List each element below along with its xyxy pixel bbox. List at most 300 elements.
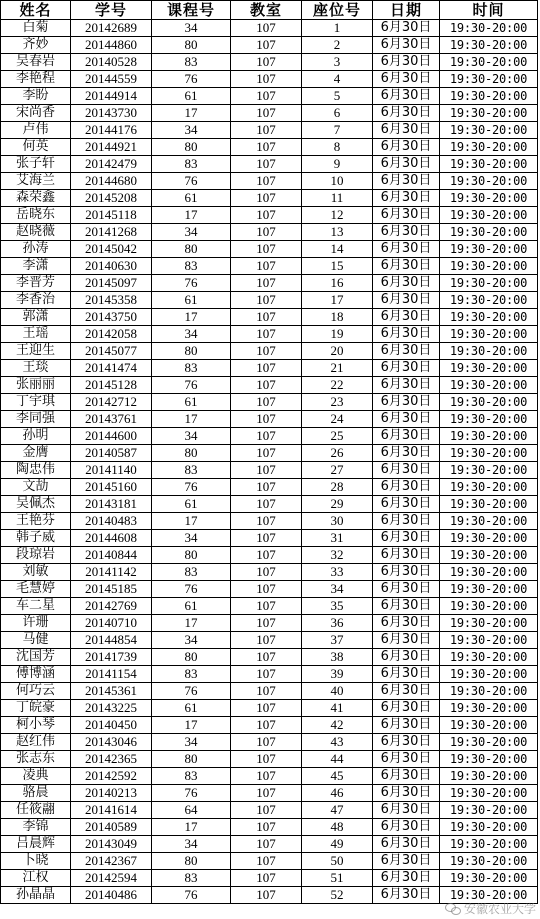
cell-time: 19:30-20:00 [440, 241, 538, 258]
cell-course-id: 80 [152, 547, 231, 564]
cell-student-id: 20142712 [71, 394, 152, 411]
cell-course-id: 34 [152, 632, 231, 649]
cell-time: 19:30-20:00 [440, 360, 538, 377]
table-row [1, 428, 538, 445]
table-row [1, 343, 538, 360]
cell-student-id: 20140213 [71, 785, 152, 802]
header-row [1, 1, 538, 20]
cell-date: 6月30日 [373, 598, 440, 615]
cell-course-id: 76 [152, 71, 231, 88]
table-row [1, 275, 538, 292]
table-row [1, 292, 538, 309]
cell-date: 6月30日 [373, 241, 440, 258]
cell-time: 19:30-20:00 [440, 275, 538, 292]
cell-time: 19:30-20:00 [440, 326, 538, 343]
table-body [1, 20, 538, 904]
cell-date: 6月30日 [373, 377, 440, 394]
cell-name: 骆晨 [1, 785, 71, 802]
cell-student-id: 20143730 [71, 105, 152, 122]
cell-course-id: 80 [152, 37, 231, 54]
cell-course-id: 80 [152, 241, 231, 258]
table-row [1, 734, 538, 751]
cell-date: 6月30日 [373, 683, 440, 700]
cell-time: 19:30-20:00 [440, 71, 538, 88]
cell-classroom: 107 [231, 581, 302, 598]
cell-time: 19:30-20:00 [440, 292, 538, 309]
cell-name: 段琼岩 [1, 547, 71, 564]
table-row [1, 768, 538, 785]
cell-course-id: 83 [152, 666, 231, 683]
cell-name: 李潇 [1, 258, 71, 275]
cell-course-id: 17 [152, 819, 231, 836]
cell-classroom: 107 [231, 139, 302, 156]
cell-classroom: 107 [231, 156, 302, 173]
table-row [1, 20, 538, 37]
cell-student-id: 20142367 [71, 853, 152, 870]
cell-seat-number: 29 [302, 496, 373, 513]
cell-student-id: 20144176 [71, 122, 152, 139]
table-row [1, 530, 538, 547]
table-row [1, 870, 538, 887]
cell-course-id: 76 [152, 173, 231, 190]
cell-student-id: 20145160 [71, 479, 152, 496]
cell-name: 王琰 [1, 360, 71, 377]
cell-seat-number: 17 [302, 292, 373, 309]
cell-seat-number: 40 [302, 683, 373, 700]
cell-student-id: 20143049 [71, 836, 152, 853]
cell-classroom: 107 [231, 734, 302, 751]
cell-seat-number: 11 [302, 190, 373, 207]
cell-course-id: 17 [152, 615, 231, 632]
cell-seat-number: 44 [302, 751, 373, 768]
cell-course-id: 76 [152, 479, 231, 496]
cell-date: 6月30日 [373, 615, 440, 632]
cell-course-id: 76 [152, 785, 231, 802]
table-row [1, 717, 538, 734]
cell-date: 6月30日 [373, 139, 440, 156]
cell-classroom: 107 [231, 802, 302, 819]
cell-student-id: 20140483 [71, 513, 152, 530]
cell-time: 19:30-20:00 [440, 224, 538, 241]
cell-time: 19:30-20:00 [440, 309, 538, 326]
cell-seat-number: 37 [302, 632, 373, 649]
cell-date: 6月30日 [373, 173, 440, 190]
table-row [1, 37, 538, 54]
cell-seat-number: 3 [302, 54, 373, 71]
cell-student-id: 20140587 [71, 445, 152, 462]
cell-time: 19:30-20:00 [440, 20, 538, 37]
cell-course-id: 61 [152, 496, 231, 513]
cell-classroom: 107 [231, 632, 302, 649]
cell-time: 19:30-20:00 [440, 394, 538, 411]
table-row [1, 496, 538, 513]
cell-seat-number: 26 [302, 445, 373, 462]
cell-course-id: 34 [152, 20, 231, 37]
cell-date: 6月30日 [373, 853, 440, 870]
cell-name: 齐妙 [1, 37, 71, 54]
cell-date: 6月30日 [373, 768, 440, 785]
cell-time: 19:30-20:00 [440, 54, 538, 71]
cell-course-id: 76 [152, 581, 231, 598]
cell-seat-number: 34 [302, 581, 373, 598]
cell-student-id: 20144860 [71, 37, 152, 54]
table-row [1, 615, 538, 632]
table-row [1, 751, 538, 768]
cell-seat-number: 22 [302, 377, 373, 394]
cell-date: 6月30日 [373, 190, 440, 207]
cell-name: 李香治 [1, 292, 71, 309]
cell-time: 19:30-20:00 [440, 190, 538, 207]
cell-classroom: 107 [231, 666, 302, 683]
cell-student-id: 20141739 [71, 649, 152, 666]
cell-course-id: 83 [152, 360, 231, 377]
cell-name: 岳晓东 [1, 207, 71, 224]
cell-time: 19:30-20:00 [440, 88, 538, 105]
cell-student-id: 20143046 [71, 734, 152, 751]
cell-seat-number: 5 [302, 88, 373, 105]
cell-name: 李艳程 [1, 71, 71, 88]
cell-seat-number: 43 [302, 734, 373, 751]
cell-student-id: 20141140 [71, 462, 152, 479]
table-row [1, 71, 538, 88]
cell-course-id: 80 [152, 139, 231, 156]
cell-course-id: 61 [152, 700, 231, 717]
cell-course-id: 83 [152, 258, 231, 275]
cell-name: 韩子威 [1, 530, 71, 547]
table-row [1, 666, 538, 683]
cell-time: 19:30-20:00 [440, 513, 538, 530]
cell-seat-number: 12 [302, 207, 373, 224]
cell-course-id: 76 [152, 275, 231, 292]
cell-date: 6月30日 [373, 547, 440, 564]
cell-date: 6月30日 [373, 428, 440, 445]
cell-time: 19:30-20:00 [440, 428, 538, 445]
cell-name: 沈国芳 [1, 649, 71, 666]
cell-seat-number: 1 [302, 20, 373, 37]
cell-student-id: 20140630 [71, 258, 152, 275]
cell-student-id: 20142689 [71, 20, 152, 37]
cell-course-id: 76 [152, 683, 231, 700]
cell-course-id: 17 [152, 105, 231, 122]
cell-time: 19:30-20:00 [440, 615, 538, 632]
cell-classroom: 107 [231, 598, 302, 615]
cell-student-id: 20140844 [71, 547, 152, 564]
cell-classroom: 107 [231, 717, 302, 734]
table-row [1, 241, 538, 258]
table-row [1, 683, 538, 700]
cell-course-id: 80 [152, 853, 231, 870]
table-row [1, 377, 538, 394]
cell-classroom: 107 [231, 207, 302, 224]
table-row [1, 598, 538, 615]
cell-time: 19:30-20:00 [440, 819, 538, 836]
cell-seat-number: 6 [302, 105, 373, 122]
cell-course-id: 17 [152, 207, 231, 224]
cell-seat-number: 35 [302, 598, 373, 615]
cell-date: 6月30日 [373, 394, 440, 411]
cell-classroom: 107 [231, 241, 302, 258]
cell-name: 卢伟 [1, 122, 71, 139]
table-row [1, 887, 538, 904]
cell-student-id: 20145185 [71, 581, 152, 598]
cell-name: 何英 [1, 139, 71, 156]
cell-classroom: 107 [231, 751, 302, 768]
cell-date: 6月30日 [373, 20, 440, 37]
table-row [1, 190, 538, 207]
cell-time: 19:30-20:00 [440, 411, 538, 428]
cell-date: 6月30日 [373, 564, 440, 581]
cell-classroom: 107 [231, 564, 302, 581]
cell-name: 孙涛 [1, 241, 71, 258]
cell-classroom: 107 [231, 445, 302, 462]
cell-date: 6月30日 [373, 411, 440, 428]
cell-date: 6月30日 [373, 105, 440, 122]
cell-course-id: 17 [152, 309, 231, 326]
cell-classroom: 107 [231, 71, 302, 88]
cell-time: 19:30-20:00 [440, 836, 538, 853]
cell-student-id: 20142365 [71, 751, 152, 768]
cell-classroom: 107 [231, 309, 302, 326]
cell-name: 孙晶晶 [1, 887, 71, 904]
cell-student-id: 20142769 [71, 598, 152, 615]
table-row [1, 547, 538, 564]
cell-date: 6月30日 [373, 309, 440, 326]
header-date: 日期 [373, 1, 440, 20]
cell-name: 张志东 [1, 751, 71, 768]
cell-student-id: 20145361 [71, 683, 152, 700]
cell-seat-number: 30 [302, 513, 373, 530]
cell-name: 赵红伟 [1, 734, 71, 751]
cell-course-id: 83 [152, 156, 231, 173]
cell-course-id: 80 [152, 751, 231, 768]
cell-name: 任筱翮 [1, 802, 71, 819]
cell-seat-number: 4 [302, 71, 373, 88]
cell-time: 19:30-20:00 [440, 683, 538, 700]
cell-time: 19:30-20:00 [440, 462, 538, 479]
cell-date: 6月30日 [373, 734, 440, 751]
cell-classroom: 107 [231, 768, 302, 785]
cell-date: 6月30日 [373, 785, 440, 802]
cell-student-id: 20142058 [71, 326, 152, 343]
table-row [1, 785, 538, 802]
cell-time: 19:30-20:00 [440, 581, 538, 598]
cell-classroom: 107 [231, 547, 302, 564]
header-time: 时间 [440, 1, 538, 20]
cell-seat-number: 13 [302, 224, 373, 241]
cell-date: 6月30日 [373, 54, 440, 71]
cell-student-id: 20143761 [71, 411, 152, 428]
cell-date: 6月30日 [373, 292, 440, 309]
cell-date: 6月30日 [373, 887, 440, 904]
table-row [1, 173, 538, 190]
table-row [1, 394, 538, 411]
cell-student-id: 20140450 [71, 717, 152, 734]
cell-course-id: 76 [152, 887, 231, 904]
cell-date: 6月30日 [373, 462, 440, 479]
cell-name: 卜晓 [1, 853, 71, 870]
cell-name: 丁宇琪 [1, 394, 71, 411]
cell-date: 6月30日 [373, 836, 440, 853]
table-row [1, 224, 538, 241]
cell-course-id: 61 [152, 394, 231, 411]
cell-student-id: 20145042 [71, 241, 152, 258]
cell-date: 6月30日 [373, 632, 440, 649]
cell-time: 19:30-20:00 [440, 564, 538, 581]
cell-date: 6月30日 [373, 819, 440, 836]
cell-student-id: 20145358 [71, 292, 152, 309]
table-row [1, 207, 538, 224]
cell-student-id: 20140710 [71, 615, 152, 632]
cell-seat-number: 15 [302, 258, 373, 275]
cell-classroom: 107 [231, 700, 302, 717]
cell-time: 19:30-20:00 [440, 887, 538, 904]
table-row [1, 802, 538, 819]
cell-classroom: 107 [231, 54, 302, 71]
cell-time: 19:30-20:00 [440, 445, 538, 462]
cell-name: 张子轩 [1, 156, 71, 173]
table-row [1, 513, 538, 530]
cell-student-id: 20145077 [71, 343, 152, 360]
cell-date: 6月30日 [373, 479, 440, 496]
cell-classroom: 107 [231, 887, 302, 904]
cell-seat-number: 19 [302, 326, 373, 343]
cell-date: 6月30日 [373, 88, 440, 105]
cell-name: 毛慧婷 [1, 581, 71, 598]
cell-date: 6月30日 [373, 360, 440, 377]
cell-course-id: 80 [152, 445, 231, 462]
cell-classroom: 107 [231, 122, 302, 139]
cell-date: 6月30日 [373, 326, 440, 343]
cell-seat-number: 8 [302, 139, 373, 156]
table-row [1, 462, 538, 479]
cell-classroom: 107 [231, 836, 302, 853]
cell-name: 江权 [1, 870, 71, 887]
table-row [1, 649, 538, 666]
cell-name: 王瑶 [1, 326, 71, 343]
cell-classroom: 107 [231, 462, 302, 479]
cell-date: 6月30日 [373, 870, 440, 887]
cell-course-id: 34 [152, 224, 231, 241]
table-row [1, 360, 538, 377]
cell-student-id: 20141154 [71, 666, 152, 683]
cell-course-id: 17 [152, 717, 231, 734]
cell-classroom: 107 [231, 615, 302, 632]
cell-classroom: 107 [231, 20, 302, 37]
cell-course-id: 83 [152, 54, 231, 71]
cell-student-id: 20143181 [71, 496, 152, 513]
cell-seat-number: 33 [302, 564, 373, 581]
cell-date: 6月30日 [373, 581, 440, 598]
table-row [1, 139, 538, 156]
cell-seat-number: 45 [302, 768, 373, 785]
cell-course-id: 17 [152, 411, 231, 428]
table-row [1, 479, 538, 496]
cell-student-id: 20140528 [71, 54, 152, 71]
cell-classroom: 107 [231, 479, 302, 496]
cell-seat-number: 23 [302, 394, 373, 411]
cell-name: 赵晓薇 [1, 224, 71, 241]
cell-classroom: 107 [231, 105, 302, 122]
cell-course-id: 83 [152, 870, 231, 887]
header-classroom: 教室 [231, 1, 302, 20]
cell-student-id: 20145208 [71, 190, 152, 207]
table-row [1, 156, 538, 173]
cell-time: 19:30-20:00 [440, 700, 538, 717]
cell-date: 6月30日 [373, 343, 440, 360]
cell-classroom: 107 [231, 649, 302, 666]
cell-name: 孙明 [1, 428, 71, 445]
cell-date: 6月30日 [373, 496, 440, 513]
cell-time: 19:30-20:00 [440, 632, 538, 649]
header-seat-number: 座位号 [302, 1, 373, 20]
cell-seat-number: 2 [302, 37, 373, 54]
cell-seat-number: 32 [302, 547, 373, 564]
table-row [1, 632, 538, 649]
cell-student-id: 20144921 [71, 139, 152, 156]
cell-classroom: 107 [231, 88, 302, 105]
cell-seat-number: 39 [302, 666, 373, 683]
cell-classroom: 107 [231, 326, 302, 343]
cell-name: 王迎生 [1, 343, 71, 360]
cell-course-id: 17 [152, 513, 231, 530]
table-row [1, 88, 538, 105]
cell-student-id: 20143225 [71, 700, 152, 717]
cell-student-id: 20144680 [71, 173, 152, 190]
cell-date: 6月30日 [373, 513, 440, 530]
cell-student-id: 20144559 [71, 71, 152, 88]
cell-classroom: 107 [231, 411, 302, 428]
cell-date: 6月30日 [373, 71, 440, 88]
cell-name: 刘敏 [1, 564, 71, 581]
table-row [1, 54, 538, 71]
cell-classroom: 107 [231, 428, 302, 445]
cell-name: 吴春岩 [1, 54, 71, 71]
table-row [1, 700, 538, 717]
cell-time: 19:30-20:00 [440, 122, 538, 139]
cell-date: 6月30日 [373, 156, 440, 173]
cell-name: 宋尚香 [1, 105, 71, 122]
cell-date: 6月30日 [373, 666, 440, 683]
header-course-id: 课程号 [152, 1, 231, 20]
cell-course-id: 83 [152, 768, 231, 785]
table-row [1, 853, 538, 870]
cell-date: 6月30日 [373, 445, 440, 462]
cell-student-id: 20142592 [71, 768, 152, 785]
cell-time: 19:30-20:00 [440, 156, 538, 173]
cell-time: 19:30-20:00 [440, 734, 538, 751]
cell-time: 19:30-20:00 [440, 258, 538, 275]
cell-seat-number: 14 [302, 241, 373, 258]
cell-name: 王艳芬 [1, 513, 71, 530]
table-row [1, 411, 538, 428]
cell-student-id: 20145118 [71, 207, 152, 224]
cell-time: 19:30-20:00 [440, 530, 538, 547]
cell-name: 车二星 [1, 598, 71, 615]
cell-course-id: 61 [152, 190, 231, 207]
table-row [1, 819, 538, 836]
cell-time: 19:30-20:00 [440, 377, 538, 394]
table-row [1, 309, 538, 326]
cell-classroom: 107 [231, 683, 302, 700]
cell-seat-number: 27 [302, 462, 373, 479]
cell-seat-number: 47 [302, 802, 373, 819]
cell-name: 李盼 [1, 88, 71, 105]
cell-student-id: 20140486 [71, 887, 152, 904]
cell-course-id: 34 [152, 836, 231, 853]
cell-student-id: 20143750 [71, 309, 152, 326]
cell-time: 19:30-20:00 [440, 37, 538, 54]
cell-time: 19:30-20:00 [440, 802, 538, 819]
